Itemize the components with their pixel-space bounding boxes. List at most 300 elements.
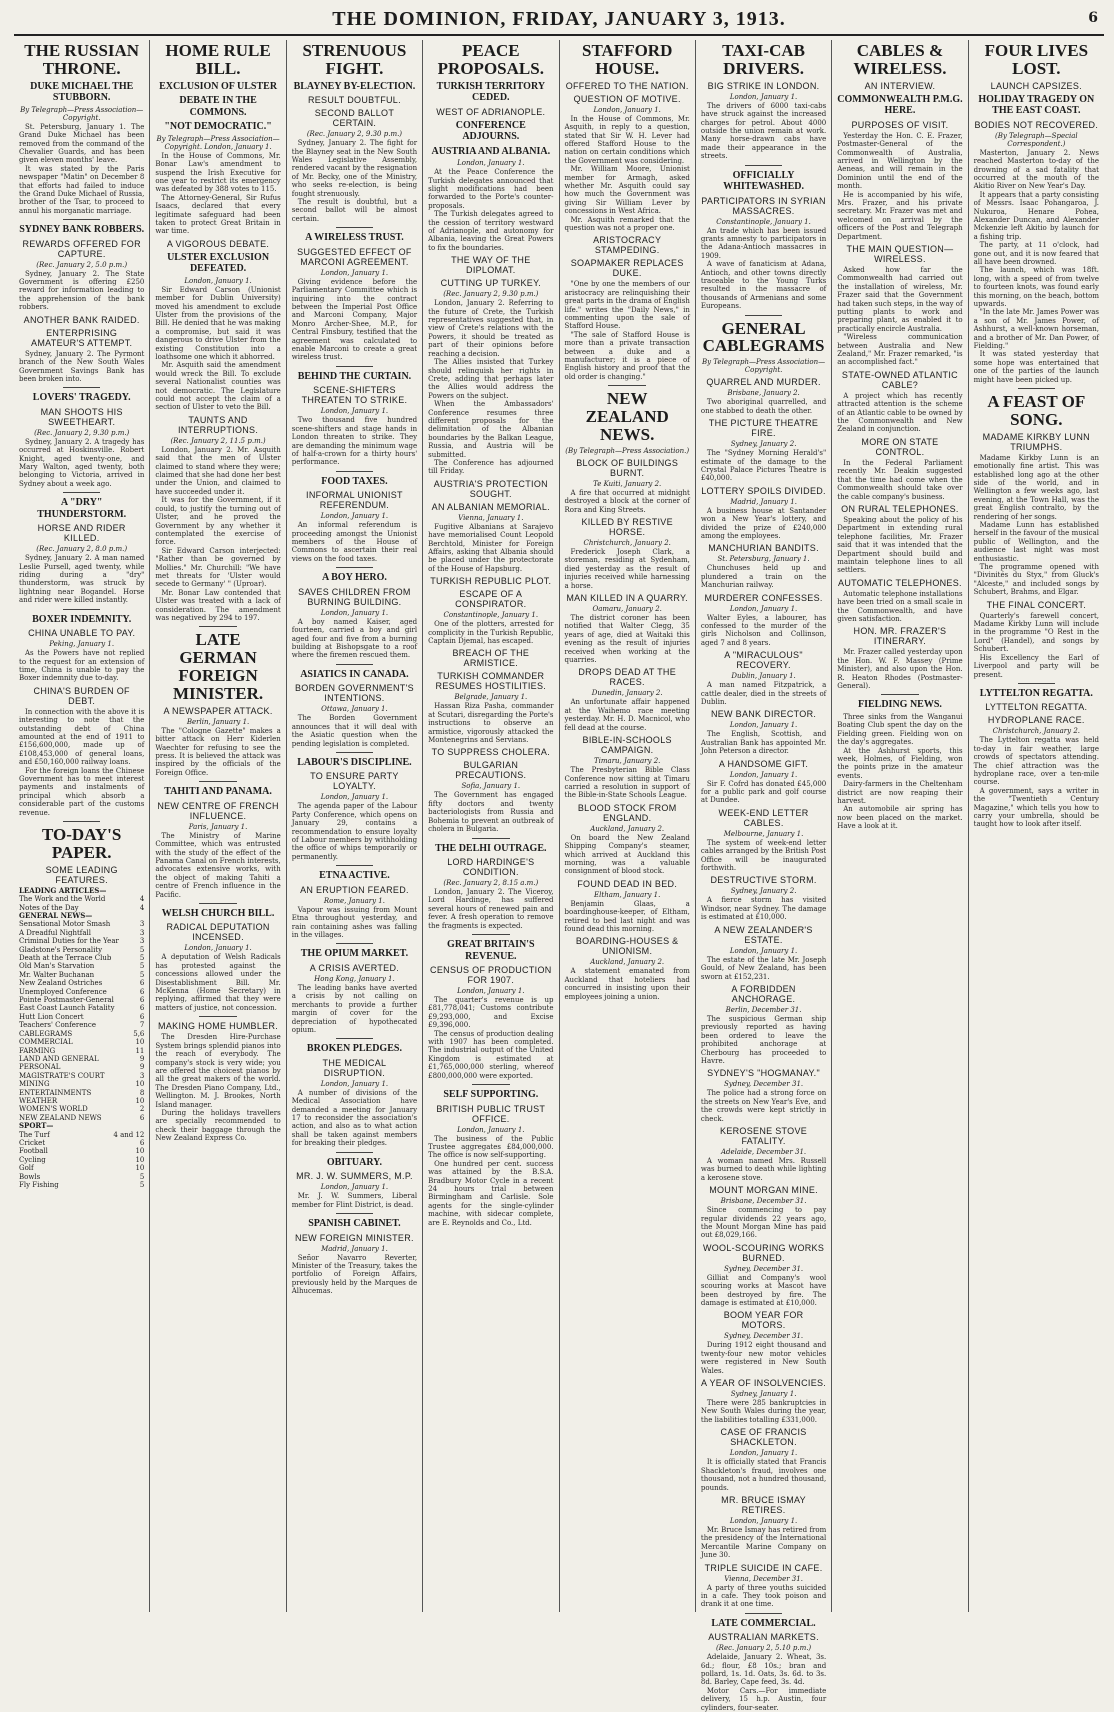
contents-entry-page: 3 [139,928,145,937]
contents-entry-page: 3 [139,937,145,946]
section-heading: AN ERUPTION FEARED. [300,884,409,895]
column-6 [695,40,831,1712]
article-paragraph: Mr. Asquith remarked that the question was not a proper one. [564,215,690,232]
dateline: By Telegraph—Press Association—Copyright. [20,105,144,122]
article-paragraph: It was stated yesterday that some hope was entertained that one of the parties of the launch might have been picked up. [973,350,1099,384]
subheading: BOXER INDEMNITY. [32,613,132,625]
subheading: DEBATE IN THE COMMONS. [179,95,257,118]
article-paragraph: On board the New Zealand Shipping Company's steamer, which arrived at Auckland this morning, was a valuable consignment of blood stock. [564,833,690,876]
section-heading: A NEW ZEALANDER'S ESTATE. [714,924,813,945]
dateline: (By Telegraph—Press Association.) [565,446,690,455]
dateline: By Telegraph—Press Association—Copyright. London, January 1. [156,134,280,151]
contents-entry [19,1173,144,1181]
contents-entry [19,1181,144,1189]
section-heading: ARISTOCRACY STAMPEDING. [593,235,662,256]
article-paragraph: A government, says a writer in the "Twentieth Century Magazine," which tells you how to carry your umbrella, should be taught how to look after itself. [973,786,1099,829]
contents-entry [19,1004,144,1012]
contents-entry [19,1097,144,1105]
dateline: (Rec. January 2, 8.15 a.m.) [443,879,539,887]
article-paragraph: In the Federal Parliament recently Mr. Deakin suggested that the time had come when the Commonwealth should take over the cable company's business. [837,458,963,501]
divider [336,1213,374,1214]
dateline: Madrid, January 1. [730,497,797,506]
contents-entry [19,1072,144,1080]
divider [336,752,374,753]
dateline: Brisbane, January 2. [727,389,800,398]
section-heading: SCENE-SHIFTERS THREATEN TO STRIKE. [301,385,408,406]
subheading: BLAYNEY BY-ELECTION. [293,80,416,92]
contents-entry-label: PERSONAL [19,1063,61,1072]
article-paragraph: Frederick Joseph Clark, a storeman, residing at Sydenham, died yesterday as the result of injuries received while harnessing a horse. [564,548,690,590]
section-heading: WEEK-END LETTER CABLES. [718,807,809,828]
contents-entry-label: Hutt Lion Concert [19,1012,84,1021]
contents-entry [19,920,144,928]
article-paragraph: Asked how far the Commonwealth had carried out the installation of wireless, Mr. Frazer said that the Government had taken such steps, in the way of putting plants to work and preparing plant, as enabled it to practically encircle Australia. [837,265,963,333]
section-heading: BOOM YEAR FOR MOTORS. [723,1310,804,1331]
contents-entry-label: Gladstone's Personality [19,945,103,954]
divider [199,781,237,782]
contents-entry-label: WOMEN'S WORLD [19,1105,88,1114]
dateline: London, January 1. [320,1183,389,1192]
subheading: EXCLUSION OF ULSTER [159,80,278,92]
article-paragraph: When the Ambassadors' Conference resumes three different proposals for the delimitation of the Albanian boundaries by the Balkan League, Russia, and Austria will be submitted. [428,400,554,459]
section-heading: REWARDS OFFERED FOR CAPTURE. [22,238,141,259]
article-paragraph: The Ministry of Marine Committee, which was entrusted with the study of the effect of the Panama Canal on French interests, advocates extensive works, with the object of making Tahiti a centre of French influence in the Pacific. [155,831,281,899]
section-heading: A "MIRACULOUS" RECOVERY. [724,650,803,671]
article-paragraph: The Conference has adjourned till Friday. [428,458,554,476]
article-paragraph: Hassan Riza Pasha, commander at Scutari, disregarding the Porte's instructions to observe an armistice, vigorously attacked the Montenegrins and Servians. [428,702,554,745]
contents-entry-label: East Coast Launch Fatality [19,1004,115,1013]
column-1 [14,40,149,1612]
contents-entry-page: 9 [139,1063,145,1072]
subheading: ASIATICS IN CANADA. [300,668,409,680]
section-heading: RADICAL DEPUTATION INCENSED. [166,922,270,943]
divider [63,387,101,388]
contents-entry-page: 5 [139,945,145,954]
section-heading: TO SUPPRESS CHOLERA. [431,747,550,758]
section-heading: CASE OF FRANCIS SHACKLETON. [720,1427,807,1448]
section-heading: NEW BANK DIRECTOR. [710,709,817,720]
dateline: (Rec. January 2, 5.0 p.m.) [36,260,128,269]
divider [336,227,374,228]
article-paragraph: A man named Fitzpatrick, a cattle dealer, died in the streets of Dublin. [700,681,827,706]
article-paragraph: An trade which has been issued grants amnesty to participators in the Adana-Antioch massacres in 1909. [700,226,827,260]
article-paragraph: One hundred per cent. success was attained by the B.S.A. Bradbury Motor Cycle in a recent 24 hours trial between Birmingham and Carlisle. Sole agents for the single-cylinder machine, with sidecar complete, are E. Reynolds and Co., Ltd. [428,1159,554,1227]
contents-entry-label: Golf [19,1164,34,1173]
divider [608,385,646,386]
section-heading: MAN KILLED IN A QUARRY. [566,593,688,604]
section-heading: BORDEN GOVERNMENT'S INTENTIONS. [294,683,414,704]
contents-entry-label: ENTERTAINMENTS [19,1088,92,1097]
subheading: LOVERS' TRAGEDY. [32,392,131,404]
contents-entry-page: 5 [139,970,145,979]
dateline: Ottawa, January 1. [321,705,388,714]
divider [472,934,510,935]
dateline: London, January 1. [457,987,525,996]
dateline: London, January 1. [320,1079,389,1088]
dateline: Vienna, January 1. [458,513,524,522]
article-paragraph: Masterton, January 2. News reached Masterton to-day of the drowning of a sad fatality that occurred at the mouth of the Akitio River on New Year's Day. [973,148,1099,191]
divider [745,1613,783,1614]
section-heading: LYTTELTON REGATTA. [985,702,1088,713]
section-heading: TURKISH COMMANDER RESUMES HOSTILITIES. [435,671,547,692]
contents-entry [19,1030,144,1038]
article-paragraph: Speaking about the policy of his Department in extending rural telephone facilities, Mr. Frazer said that it was intended that the Department should build and maintain telephone lines to all settlers. [837,515,963,575]
section-heading: INFORMAL UNIONIST REFERENDUM. [306,490,403,511]
contents-entry [19,1038,144,1046]
contents-entry-label: Cycling [19,1155,46,1164]
article-paragraph: The leading banks have averted a crisis by not calling on merchants to provide a further margin of cover for the depreciation of hypothecated opium. [291,983,418,1034]
article-paragraph: The English, Scottish, and Australian Bank has appointed Mr. John Peterson a director. [700,730,827,756]
section-heading: SECOND BALLOT CERTAIN. [314,108,395,129]
section-heading: AUTOMATIC TELEPHONES. [838,577,962,588]
article-paragraph: Mr. Asquith said the amendment would wreck the Bill. To exclude several Nationalist counties was not democratic. The Legislature could not accept the claim of a section of Ulster to veto the Bill. [155,361,281,412]
dateline: Sydney, January 1. [730,1390,797,1399]
contents-entry [19,1122,144,1130]
section-heading: MR. BRUCE ISMAY RETIRES. [721,1494,806,1515]
article-paragraph: Mr. Bonar Law contended that Ulster was treated with a lack of consideration. The amendment was negatived by 294 to 197. [155,588,281,622]
divider [472,1084,510,1085]
section-heading: BIBLE-IN-SCHOOLS CAMPAIGN. [582,735,672,756]
contents-entry-page: 6 [139,979,145,988]
dateline: By Telegraph—Press Association—Copyright. [701,358,826,375]
subheading: A WIRELESS TRUST. [305,232,404,244]
contents-entry [19,1047,144,1055]
contents-entry [19,1139,144,1147]
subheading: ETNA ACTIVE. [319,870,390,882]
article-paragraph: Sir F. Cofrd has donated £45,000 for a public park and golf course at Dundee. [700,779,827,805]
section-heading: BIG STRIKE IN LONDON. [707,80,820,91]
dateline: London, January 1. [457,159,525,168]
section-heading: RESULT DOUBTFUL. [307,95,401,106]
article-paragraph: In the House of Commons, Mr. Asquith, in reply to a question, stated that Sir W. H. Lever had offered Stafford House to the nation on certain conditions which the Government was considering. [564,114,690,165]
article-paragraph: Two thousand five hundred scene-shifters and stage hands in London threaten to strike. They are demanding the minimum wage of half-a-crown for a thirty hours' performance. [291,416,418,467]
contents-entry-label: Fly Fishing [19,1181,59,1189]
subheading: THE DELHI OUTRAGE. [435,842,547,854]
contents-entry-page: 5 [139,962,145,971]
dateline: Sydney, December 31. [723,1332,804,1341]
contents-entry-label: New Zealand Ostriches [19,979,103,988]
dateline: London, January 1. [320,793,389,802]
subheading: LYTTELTON REGATTA. [979,687,1093,699]
dateline: Brisbane, December 31. [720,1197,807,1206]
section-heading: TRIPLE SUICIDE IN CAFE. [704,1562,823,1573]
headline: NEW ZEALAND NEWS. [585,389,669,444]
article-paragraph: Sydney, January 2. The State Government is offering £250 reward for information leading to the apprehension of the bank robbers. [19,269,145,312]
contents-entry [19,1063,144,1071]
contents-entry-label: The Work and the World [19,895,106,904]
article-paragraph: An automobile air spring has now been placed on the market. Have a look at it. [837,805,963,831]
contents-entry-page: 6 [139,987,145,996]
contents-entry [19,1013,144,1021]
article-paragraph: The "Sydney Morning Herald's" estimate of the damage to the Crystal Palace Pictures Theatre is £40,000. [700,449,827,483]
contents-entry-label: A Dreadful Nightfall [19,928,92,937]
section-heading: KILLED BY RESTIVE HORSE. [581,517,673,537]
dateline: Berlin, January 1. [186,717,250,726]
contents-entry-page: 3 [139,1071,145,1080]
section-heading: TAUNTS AND INTERRUPTIONS. [177,414,259,435]
dateline: Adelaide, December 31. [720,1147,807,1156]
subheading: TAHITI AND PANAMA. [164,786,272,798]
dateline: London, January 1. [593,105,661,114]
dateline: Timaru, January 2. [593,757,661,766]
section-heading: LOTTERY SPOILS DIVIDED. [701,485,826,496]
subheading: SYDNEY BANK ROBBERS. [19,224,145,236]
contents-entry-page: 5,6 [133,1029,145,1038]
contents-entry [19,1156,144,1164]
dateline: Berlin, December 31. [725,1005,802,1014]
article-paragraph: As the Powers have not replied to the request for an extension of time, China is unable to pay the Boxer indemnity due to-day. [19,649,145,683]
article-paragraph: Sydney, January 2. A man named Leslie Pursell, aged twenty, while riding during a "dry" thunderstorm, was struck by lightning near Bogandel. Horse and rider were killed instantly. [19,554,145,605]
dateline: Sofia, January 1. [461,782,521,791]
masthead-title: THE DOMINION, FRIDAY, JANUARY 3, 1913. [332,8,786,30]
article-paragraph: A deputation of Welsh Radicals has protested against the concessions allowed under the Disestablishment Bill. Mr. McKenna (Home Secretary) in replying, affirmed that they were matters of justice, not concession. [155,953,281,1012]
headline: HOME RULE BILL. [165,41,271,78]
section-heading: SYDNEY'S "HOGMANAY." [707,1068,820,1079]
dateline: Hong Kong, January 1. [314,974,395,983]
article-paragraph: For the foreign loans the Chinese Government has to meet interest payments and instalments of principal which absorb a considerable part of the customs revenue. [19,766,145,817]
section-heading: A VIGOROUS DEBATE. [166,238,270,249]
subheading: THE OPIUM MARKET. [300,948,409,960]
page-number: 6 [1088,10,1098,26]
article-paragraph: Señor Navarro Reverter, Minister of the Treasury, takes the portfolio of Foreign Affairs, previously held by the Marques de Alhucemas. [291,1253,418,1296]
section-heading: MORE ON STATE CONTROL. [861,436,939,457]
subheading: LABOUR'S DISCIPLINE. [297,756,412,768]
divider [336,664,374,665]
dateline: Eltham, January 1. [594,890,661,899]
subheading: DUKE MICHAEL THE STUBBORN. [30,80,134,104]
dateline: London, January 1. [729,1449,798,1458]
contents-entry-label: Criminal Duties for the Year [19,937,119,946]
section-heading: DROPS DEAD AT THE RACES. [578,667,676,688]
article-paragraph: Sydney, January 2. A tragedy has occurred at Hoskinsville. Robert Knight, aged twenty-one, and Mary Walton, aged twenty, both belonging to Victoria, arrived in Sydney about a week ago. [19,437,145,488]
column-8 [968,40,1104,1612]
section-heading: ENTERPRISING AMATEUR'S ATTEMPT. [31,327,133,348]
subheading: SELF SUPPORTING. [443,1089,539,1101]
subheading: FOOD TAXES. [321,475,388,487]
dateline: Sydney, January 2. [730,440,797,449]
section-heading: FOUND DEAD IN BED. [577,878,678,889]
section-heading: BLOOD STOCK FROM ENGLAND. [577,802,677,823]
contents-entry-page: 8 [139,1088,145,1097]
article-paragraph: The Allies insisted that Turkey should relinquish her rights in Crete, adding that perhaps later the Allies would address the Powers on the subject. [428,358,554,400]
subheading: AUSTRIA AND ALBANIA. [431,145,551,157]
article-paragraph: Mr. Frazer called yesterday upon the Hon. W. F. Massey (Prime Minister), and also upon the Hon. R. Heaton Rhodes (Postmaster-General). [837,648,963,690]
article-paragraph: The programme opened with "Divinités du Styx," from Gluck's "Alceste," and included songs by Schubert, Brahms, and Elgar. [973,563,1099,597]
subheading: LATE COMMERCIAL. [711,1617,816,1629]
divider [63,821,101,822]
article-paragraph: The Attorney-General, Sir Rufus Isaacs, declared that every legitimate safeguard had been taken to protect Great Britain in war time. [155,193,281,236]
article-paragraph: A number of divisions of the Medical Association have demanded a meeting for January 17 to reconsider the association's action, and also as to what action shall be taken against members for breaking their pledges. [291,1088,418,1148]
contents-entry [19,1089,144,1097]
section-heading: HORSE AND RIDER KILLED. [37,523,126,544]
contents-entry-label: Notes of the Day [19,903,79,912]
section-heading: THE WAY OF THE DIPLOMAT. [451,255,531,276]
headline: PEACE PROPOSALS. [437,41,544,78]
subheading: A BOY HERO. [321,572,387,584]
article-paragraph: Yesterday the Hon. C. E. Frazer, Postmaster-General of the Commonwealth of Australia, arrived in Wellington by the Aeneas, and will remain in the Dominion until the end of the month. [837,131,963,191]
dateline: London, January 1. [184,944,252,953]
divider [745,315,783,316]
section-heading: DESTRUCTIVE STORM. [710,875,817,886]
article-paragraph: A statement emanated from Auckland that hoteliers had concurred in insisting upon their employees joining a union. [564,967,690,1001]
contents-entry-label: NEW ZEALAND NEWS [19,1113,102,1122]
divider [63,219,101,220]
subheading: BROKEN PLEDGES. [306,1043,402,1055]
section-heading: A NEWSPAPER ATTACK. [163,705,273,716]
contents-entry-page: 7 [139,1021,145,1030]
contents-entry [19,946,144,954]
article-paragraph: "In the late Mr. James Power was a son of Mr. James Power, of Ashhurst, a well-known horseman, and a brother of Mr. Dan Power, of Fielding." [973,308,1099,351]
article-paragraph: The system of week-end letter cables arranged by the British Post Office will be inaugurated forthwith. [700,838,827,873]
section-heading: MURDERER CONFESSES. [704,592,823,603]
article-paragraph: It is officially stated that Francis Shackleton's fraud, involves one thousand, not a hundred thousand, pounds. [700,1458,827,1492]
contents-entry-page: 6 [139,1004,145,1013]
section-heading: CUTTING UP TURKEY. [440,278,542,289]
dateline: Madrid, January 1. [321,1244,388,1253]
article-paragraph: A woman named Mrs. Russell was burned to death while lighting a kerosene stove. [700,1156,827,1182]
headline: GENERAL CABLEGRAMS [702,318,825,356]
contents-entry-page: 4 [139,903,145,912]
divider [745,165,783,166]
contents-entry-page: 4 [139,895,145,904]
dateline: Rome, January 1. [323,896,385,905]
contents-entry [19,988,144,996]
newspaper-columns [14,40,1104,1712]
contents-entry-label: The Turf [19,1130,50,1139]
article-paragraph: Automatic telephone installations have been tried on a small scale in the Commonwealth, and have given satisfaction. [837,589,963,623]
section-heading: BRITISH PUBLIC TRUST OFFICE. [436,1103,546,1124]
article-paragraph: At the Ashhurst sports, this week, Holmes, of Fielding, won the points prize in the amateur events. [837,746,963,780]
article-paragraph: At the Peace Conference the Turkish delegates announced that slight modifications had been forwarded to the Porte's counter-proposals. [428,168,554,210]
article-paragraph: During the holidays travellers are specially recommended to check their baggage through the New Zealand Express Co. [155,1108,281,1143]
contents-entry-page: 11 [135,1046,145,1055]
headline: TO-DAY'S PAPER. [42,825,122,862]
section-heading: MADAME KIRKBY LUNN TRIUMPHS. [982,431,1090,452]
column-3 [286,40,422,1612]
divider [881,694,919,695]
dateline: Te Kuiti, January 2. [593,479,662,488]
subheading: BEHIND THE CURTAIN. [297,370,412,382]
section-heading: MANCHURIAN BANDITS. [708,543,819,554]
headline: A FEAST OF SONG. [987,392,1086,429]
headline: STRENUOUS FIGHT. [302,41,407,78]
contents-entry [19,954,144,962]
article-paragraph: A wave of fanaticism at Adana, Antioch, and other towns directly traceable to the Young Turks resulted in the massacre of thousands of Armenians and some Europeans. [700,260,827,311]
dateline: (Rec. January 2, 9.30 p.m.) [443,290,539,299]
section-heading: WOOL-SCOURING WORKS BURNED. [702,1242,825,1263]
column-4 [422,40,558,1612]
dateline: Constantinople, January 1. [716,217,811,226]
article-paragraph: Since commencing to pay regular dividends 22 years ago, the Mount Morgan Mine has paid out £8,029,166. [700,1206,827,1240]
contents-entry-page: 6 [139,1012,145,1021]
subheading: SPANISH CABINET. [308,1218,401,1229]
subheading: "NOT DEMOCRATIC." [164,121,272,133]
article-paragraph: "Wireless communication between Australia and New Zealand," Mr. Frazer remarked, "is an accomplished fact." [837,333,963,367]
article-paragraph: His Excellency the Earl of Liverpool and party will be present. [973,653,1099,679]
divider [336,471,374,472]
article-paragraph: It was stated by the Paris newspaper "Matin" on December 8 that efforts had failed to induce the Grand Duke Michael of Russia, brother of the Tsar, to proceed to annul his morganatic marriage. [19,164,145,215]
headline: THE RUSSIAN THRONE. [24,41,140,78]
article-paragraph: It appears that a party consisting of Messrs. Isaac Pohangaroa, J. Nukuroa, Henare Pohea, Alexander Duncan, and Alexander Mckenzie left Akitio by launch for a fishing trip. [973,190,1099,241]
section-heading: LORD HARDINGE'S CONDITION. [447,857,535,877]
dateline: London, January 1. [320,407,389,416]
contents-entry-label: CABLEGRAMS [19,1029,73,1038]
article-paragraph: The Government has engaged fifty doctors and twenty bacteriologists from Russia and Bohemia to prevent an outbreak of cholera in Bulgaria. [428,791,554,834]
divider [63,492,101,493]
section-heading: WEST OF ADRIANOPLE. [436,106,546,117]
section-heading: THE PICTURE THEATRE FIRE. [708,418,819,439]
contents-entry [19,971,144,979]
article-paragraph: The police had a strong force on the streets on New Year's Eve, and the crowds were kept strictly in check. [700,1089,827,1123]
dateline: London, January 1. [729,721,798,730]
divider [199,626,237,627]
contents-entry [19,1021,144,1029]
section-heading: BLOCK OF BUILDINGS BURNT. [576,457,679,478]
masthead [14,6,1104,36]
article-paragraph: Madame Lunn has established herself in the favour of the musical public of Wellington, and the audience last night was most enthusiastic. [973,521,1099,563]
article-paragraph: Quarterly's farewell concert, Madame Kirkby Lunn will include in the programme "O Rest in the Lord" (Handel), and songs by Schubert. [973,611,1099,654]
dateline: London, January 1. [457,1125,525,1134]
contents-entry [19,912,144,920]
section-heading: LAUNCH CAPSIZES. [990,80,1082,91]
divider [1018,683,1056,684]
contents-entry-page: 5 [139,1181,145,1189]
contents-entry-label: Pointe Postmaster-General [19,996,114,1005]
dateline: London, January 1. [729,604,798,613]
column-2 [149,40,285,1612]
article-paragraph: London, January 2. The Viceroy, Lord Hardinge, has suffered several hours of renewed pain and fever. A fresh operation to remove the fragments is expected. [428,888,554,930]
divider [336,943,374,944]
article-paragraph: Gilliat and Company's wool scouring works at Mascot have been destroyed by fire. The damage is estimated at £10,000. [700,1273,827,1308]
article-paragraph: Sydney, January 2. The Pyrmont branch of the New South Wales Government Savings Bank has been broken into. [19,349,145,383]
contents-entry-label: Bowls [19,1172,41,1181]
contents-entry-page: 5 [139,1172,145,1181]
dateline: Auckland, January 2. [590,958,665,967]
contents-entry-page: 5 [139,954,145,963]
section-heading: TO ENSURE PARTY LOYALTY. [310,771,399,792]
divider [336,1038,374,1039]
article-paragraph: The suspicious German ship previously reported as having been ordered to leave the prohibited anchorage at Cherbourg has proceeded to Havre. [700,1014,827,1065]
section-heading: BREACH OF THE ARMISTICE. [452,648,530,669]
dateline: Dunedin, January 2. [591,689,663,698]
article-paragraph: Sydney, January 2. The fight for the Blayney seat in the New South Wales Legislative Assembly, rendered vacant by the resignation of Mr. Becky, one of the Ministry, who seeks re-election, is being fought strenuously. [291,139,418,198]
divider [63,609,101,610]
dateline: (Rec. January 2, 8.0 p.m.) [36,545,128,554]
section-heading: ANOTHER BANK RAIDED. [23,314,140,325]
contents-entry-label: LAND AND GENERAL [19,1054,99,1063]
article-paragraph: "The sale of Stafford House is more than a private transaction between a duke and a manufacturer; it is a piece of English history and proof that the old order is changing." [564,330,690,381]
dateline: Christchurch, January 2. [992,727,1080,736]
article-paragraph: The census of production dealing with 1907 has been completed. The industrial output of the United Kingdom is estimated at £1,765,000,000 sterling, whereof £800,000,000 were exported. [428,1029,554,1080]
article-paragraph: The drivers of 6000 taxi-cabs have struck against the increased charges for petrol. About 4000 outside the union remain at work. Many horse-drawn cabs have made their appearance in the streets. [700,101,827,161]
contents-entry-page: 6 [139,996,145,1005]
subheading: OBITUARY. [326,1156,382,1168]
contents-entry-page: 9 [139,1054,145,1063]
section-heading: MOUNT MORGAN MINE. [709,1185,818,1196]
contents-entry-label: Football [19,1147,48,1156]
headline: STAFFORD HOUSE. [582,41,673,78]
contents-entry-page: 2 [139,1105,145,1114]
contents-entry [19,887,144,895]
article-paragraph: Walter Eyles, a labourer, has confessed to the murder of the girls Nicholson and Collinson, aged 7 and 8 years. [700,613,827,647]
section-heading: NEW FOREIGN MINISTER. [295,1232,414,1243]
dateline: Sydney, December 31. [723,1080,804,1089]
section-heading: A FORBIDDEN ANCHORAGE. [731,983,796,1004]
article-paragraph: Fugitive Albanians at Sarajevo have memorialised Count Leopold Berchtold, Minister for Foreign Affairs, asking that Albania should be placed under the protectorate of the House of Hapsburg. [428,522,554,573]
contents-entry-page: 3 [139,920,145,929]
article-paragraph: A project which has recently attracted attention is the scheme of an Atlantic cable to be owned by the Commonwealth and New Zealand in conjunction. [837,391,963,434]
contents-entry-label: FARMING [19,1046,56,1055]
